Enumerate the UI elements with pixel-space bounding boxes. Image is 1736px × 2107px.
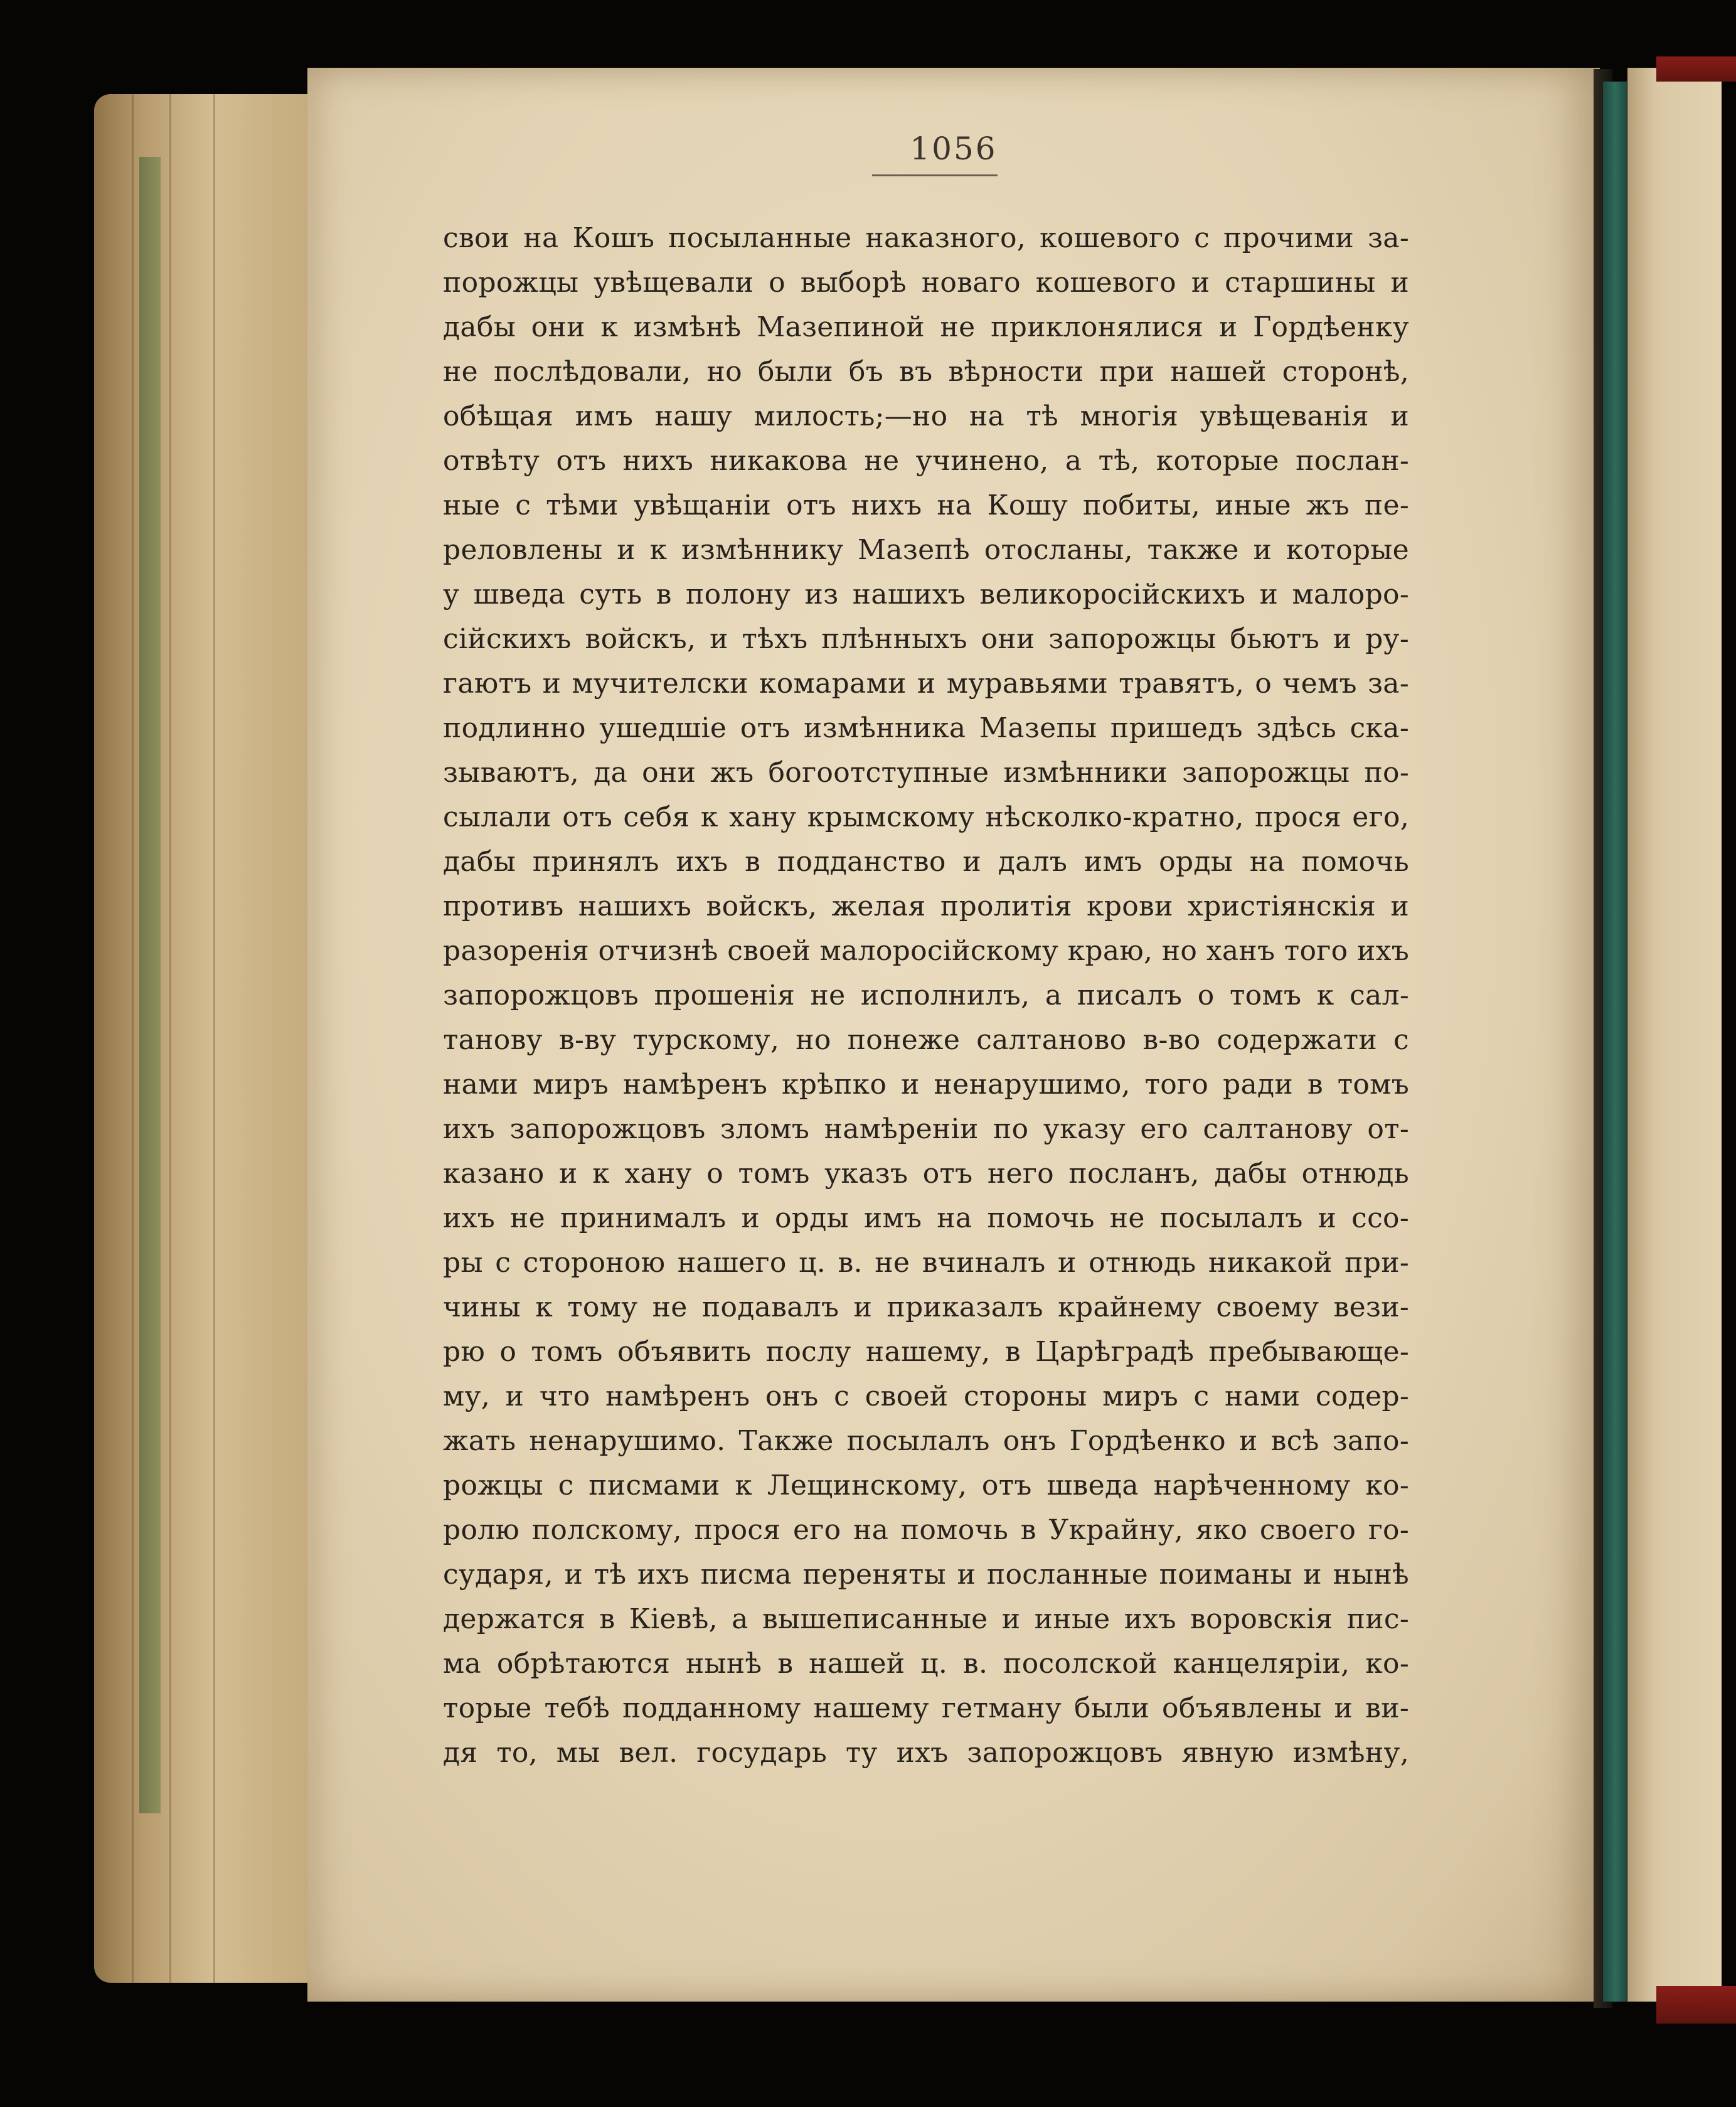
text-line: у шведа суть в полону из нашихъ великоросійскихъ и малоро-: [443, 579, 1409, 611]
text-line: му, и что намѣренъ онъ с своей стороны миръ с нами содер-: [443, 1380, 1409, 1412]
text-line: рю о томъ объявить послу нашему, в Царѣградѣ пребывающе-: [443, 1336, 1409, 1368]
text-line: торые тебѣ подданному нашему гетману были объявлены и ви-: [443, 1692, 1409, 1724]
text-line: жать ненарушимо. Также посылалъ онъ Гордѣенко и всѣ запо-: [443, 1425, 1409, 1457]
text-line: запорожцовъ прошенія не исполнилъ, а писалъ о томъ к сал-: [443, 979, 1409, 1011]
text-line: дя то, мы вел. государь ту ихъ запорожцовъ явную измѣну,: [443, 1737, 1409, 1769]
text-line: ихъ запорожцовъ зломъ намѣреніи по указу его салтанову от-: [443, 1113, 1409, 1145]
text-line: чины к тому не подавалъ и приказалъ крайнему своему вези-: [443, 1291, 1409, 1323]
text-line: рожцы с писмами к Лещинскому, отъ шведа нарѣченному ко-: [443, 1470, 1409, 1502]
text-line: ихъ не принималъ и орды имъ на помочь не посылалъ и ссо-: [443, 1202, 1409, 1234]
text-line: разоренія отчизнѣ своей малоросійскому краю, но ханъ того ихъ: [443, 935, 1409, 967]
text-line: реловлены и к измѣннику Мазепѣ отосланы, также и которые: [443, 534, 1409, 566]
text-line: дабы принялъ ихъ в подданство и далъ имъ орды на помочь: [443, 846, 1409, 878]
text-line: сійскихъ войскъ, и тѣхъ плѣнныхъ они запорожцы бьютъ и ру-: [443, 623, 1409, 655]
text-line: порожцы увѣщевали о выборѣ новаго кошевого и старшины и: [443, 267, 1409, 299]
text-line: гаютъ и мучителски комарами и муравьями травятъ, о чемъ за-: [443, 668, 1409, 700]
text-line: сударя, и тѣ ихъ писма переняты и посланные поиманы и нынѣ: [443, 1559, 1409, 1591]
text-line: нами миръ намѣренъ крѣпко и ненарушимо, того ради в томъ: [443, 1069, 1409, 1101]
text-line: не послѣдовали, но были бъ въ вѣрности при нашей сторонѣ,: [443, 356, 1409, 388]
header-rule: [872, 174, 998, 176]
next-page-edge: [1627, 68, 1722, 2002]
page-edge-line: [213, 94, 215, 1983]
text-line: дабы они к измѣнѣ Мазепиной не приклонялися и Гордѣенку: [443, 311, 1409, 343]
left-cover-edge: [139, 157, 161, 1813]
text-line: свои на Кошъ посыланные наказного, кошевого с прочими за-: [443, 222, 1409, 254]
cover-corner: [1656, 1986, 1736, 2024]
page-edge-line: [132, 94, 134, 1983]
text-line: подлинно ушедшіе отъ измѣнника Мазепы пришедъ здѣсь ска-: [443, 712, 1409, 744]
binding-strip: [1603, 82, 1627, 2002]
page-header: [307, 131, 1600, 167]
page-text: [443, 216, 1409, 1775]
text-line: держатся в Кіевѣ, а вышеписанные и иные ихъ воровскія пис-: [443, 1603, 1409, 1635]
text-line: сылали отъ себя к хану крымскому нѣсколко-кратно, прося его,: [443, 801, 1409, 833]
page-edge-line: [169, 94, 171, 1983]
cover-corner: [1656, 56, 1736, 82]
text-line: танову в-ву турскому, но понеже салтаново в-во содержати с: [443, 1024, 1409, 1056]
text-line: зываютъ, да они жъ богоотступные измѣнники запорожцы по-: [443, 757, 1409, 789]
text-line: ма обрѣтаются нынѣ в нашей ц. в. посолской канцеляріи, ко-: [443, 1648, 1409, 1680]
book-page: [307, 68, 1600, 2002]
text-line: казано и к хану о томъ указъ отъ него посланъ, дабы отнюдь: [443, 1158, 1409, 1190]
text-line: ролю полскому, прося его на помочь в Украйну, яко своего го-: [443, 1514, 1409, 1546]
text-line: ные с тѣми увѣщаніи отъ нихъ на Кошу побиты, иные жъ пе-: [443, 489, 1409, 521]
text-line: отвѣту отъ нихъ никакова не учинено, а тѣ, которые послан-: [443, 445, 1409, 477]
text-line: ры с стороною нашего ц. в. не вчиналъ и отнюдь никакой при-: [443, 1247, 1409, 1279]
page-number: 1056: [910, 131, 998, 167]
text-line: противъ нашихъ войскъ, желая пролитія крови христіянскія и: [443, 890, 1409, 922]
text-line: обѣщая имъ нашу милость;—но на тѣ многія увѣщеванія и: [443, 400, 1409, 432]
